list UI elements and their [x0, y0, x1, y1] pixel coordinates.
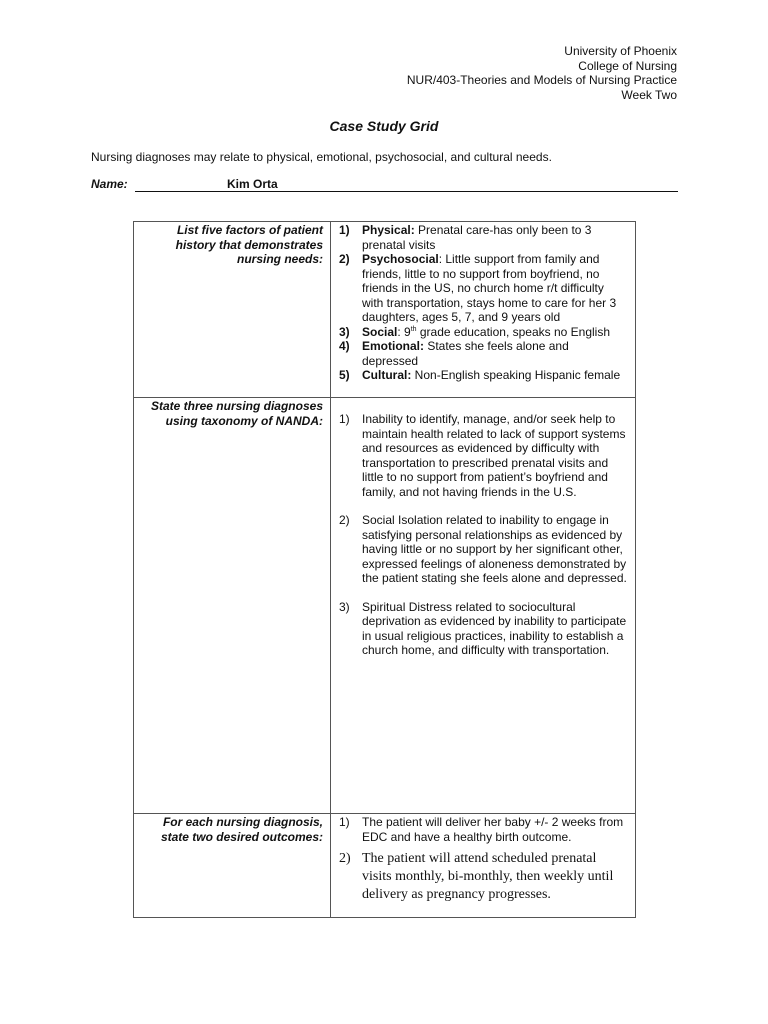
- name-value: Kim Orta: [227, 177, 278, 191]
- case-study-grid: [133, 221, 636, 918]
- page-title: Case Study Grid: [329, 118, 439, 134]
- intro-text: Nursing diagnoses may relate to physical, emotional, psychosocial, and cultural needs.: [91, 150, 552, 164]
- week-label: Week Two: [621, 87, 677, 102]
- outcomes-label: For each nursing diagnosis, state two desired outcomes:: [134, 814, 331, 918]
- diagnosis-text: Social Isolation related to inability to engage in satisfying personal relationships as evidenced by having little or no support by her significant other, expressed feelings of aloneness demonstrated by the patient stating she feels alone and depressed.: [362, 513, 627, 585]
- name-underline: [135, 191, 678, 192]
- college-name: College of Nursing: [578, 58, 677, 73]
- factor-text: Prenatal care-has only been to 3 prenatal visits: [362, 223, 592, 252]
- outcome-text: The patient will deliver her baby +/- 2 weeks from EDC and have a healthy birth outcome.: [362, 815, 624, 844]
- factor-heading: Cultural:: [362, 368, 412, 382]
- list-item: [339, 339, 627, 368]
- list-item: [339, 325, 627, 340]
- grid-row-history: [134, 222, 636, 398]
- diagnosis-text: Spiritual Distress related to sociocultural deprivation as evidenced by inability to participate in usual religious practices, inability to establish a church home, and difficulty with transportation.: [362, 599, 627, 657]
- grid-row-outcomes: [134, 814, 636, 918]
- item-number: 3): [339, 599, 350, 614]
- list-item: [339, 412, 627, 499]
- name-row: [91, 177, 678, 193]
- item-number: 1): [339, 412, 350, 426]
- factor-text: grade education, speaks no English: [416, 324, 611, 339]
- name-label: Name:: [91, 177, 128, 191]
- document-header: [407, 44, 677, 102]
- list-item: [339, 815, 627, 844]
- factor-heading: Physical:: [362, 223, 415, 237]
- list-item: [339, 223, 627, 252]
- item-number: 5): [339, 368, 350, 382]
- item-number: 2): [339, 851, 351, 866]
- item-number: 4): [339, 339, 350, 353]
- factor-text-pre: : 9: [397, 324, 411, 339]
- item-number: 3): [339, 324, 350, 339]
- list-item: [339, 850, 627, 904]
- diagnoses-content: [331, 398, 636, 814]
- history-label: List five factors of patient history that demonstrates nursing needs:: [134, 222, 331, 398]
- factor-text: : Little support from family and friends, little to no support from boyfriend, no friends in the US, no church home r/t difficulty with transportation, stays home to care for her 3 daughters, ages 5, 7, and 9 years old: [362, 252, 617, 324]
- outcomes-content: [331, 814, 636, 918]
- list-item: [339, 600, 627, 658]
- ordinal-suffix: th: [410, 325, 417, 333]
- factor-heading: Psychosocial: [362, 252, 439, 266]
- item-number: 1): [339, 815, 350, 829]
- list-item: [339, 513, 627, 586]
- factor-heading: Emotional:: [362, 339, 424, 353]
- factor-text: States she feels alone and depressed: [362, 339, 569, 368]
- item-number: 2): [339, 513, 350, 527]
- course-name: NUR/403-Theories and Models of Nursing Practice: [406, 73, 677, 87]
- outcome-text: The patient will attend scheduled prenatal visits monthly, bi-monthly, then weekly until delivery as pregnancy progresses.: [362, 851, 614, 902]
- diagnoses-label: State three nursing diagnoses using taxonomy of NANDA:: [134, 398, 331, 814]
- list-item: [339, 368, 627, 383]
- factor-heading: Social: [362, 324, 398, 339]
- grid-row-diagnoses: [134, 398, 636, 814]
- item-number: 2): [339, 252, 350, 266]
- university-name: University of Phoenix: [564, 44, 677, 58]
- diagnosis-text: Inability to identify, manage, and/or seek help to maintain health related to lack of support systems and resources as evidenced by difficulty with transportation to prescribed prenatal visits and little to no support from patient’s boyfriend and family, and not having friends in the U.S.: [362, 412, 626, 499]
- factor-text: Non-English speaking Hispanic female: [411, 368, 621, 382]
- history-content: [331, 222, 636, 398]
- item-number: 1): [339, 223, 350, 237]
- list-item: [339, 252, 627, 325]
